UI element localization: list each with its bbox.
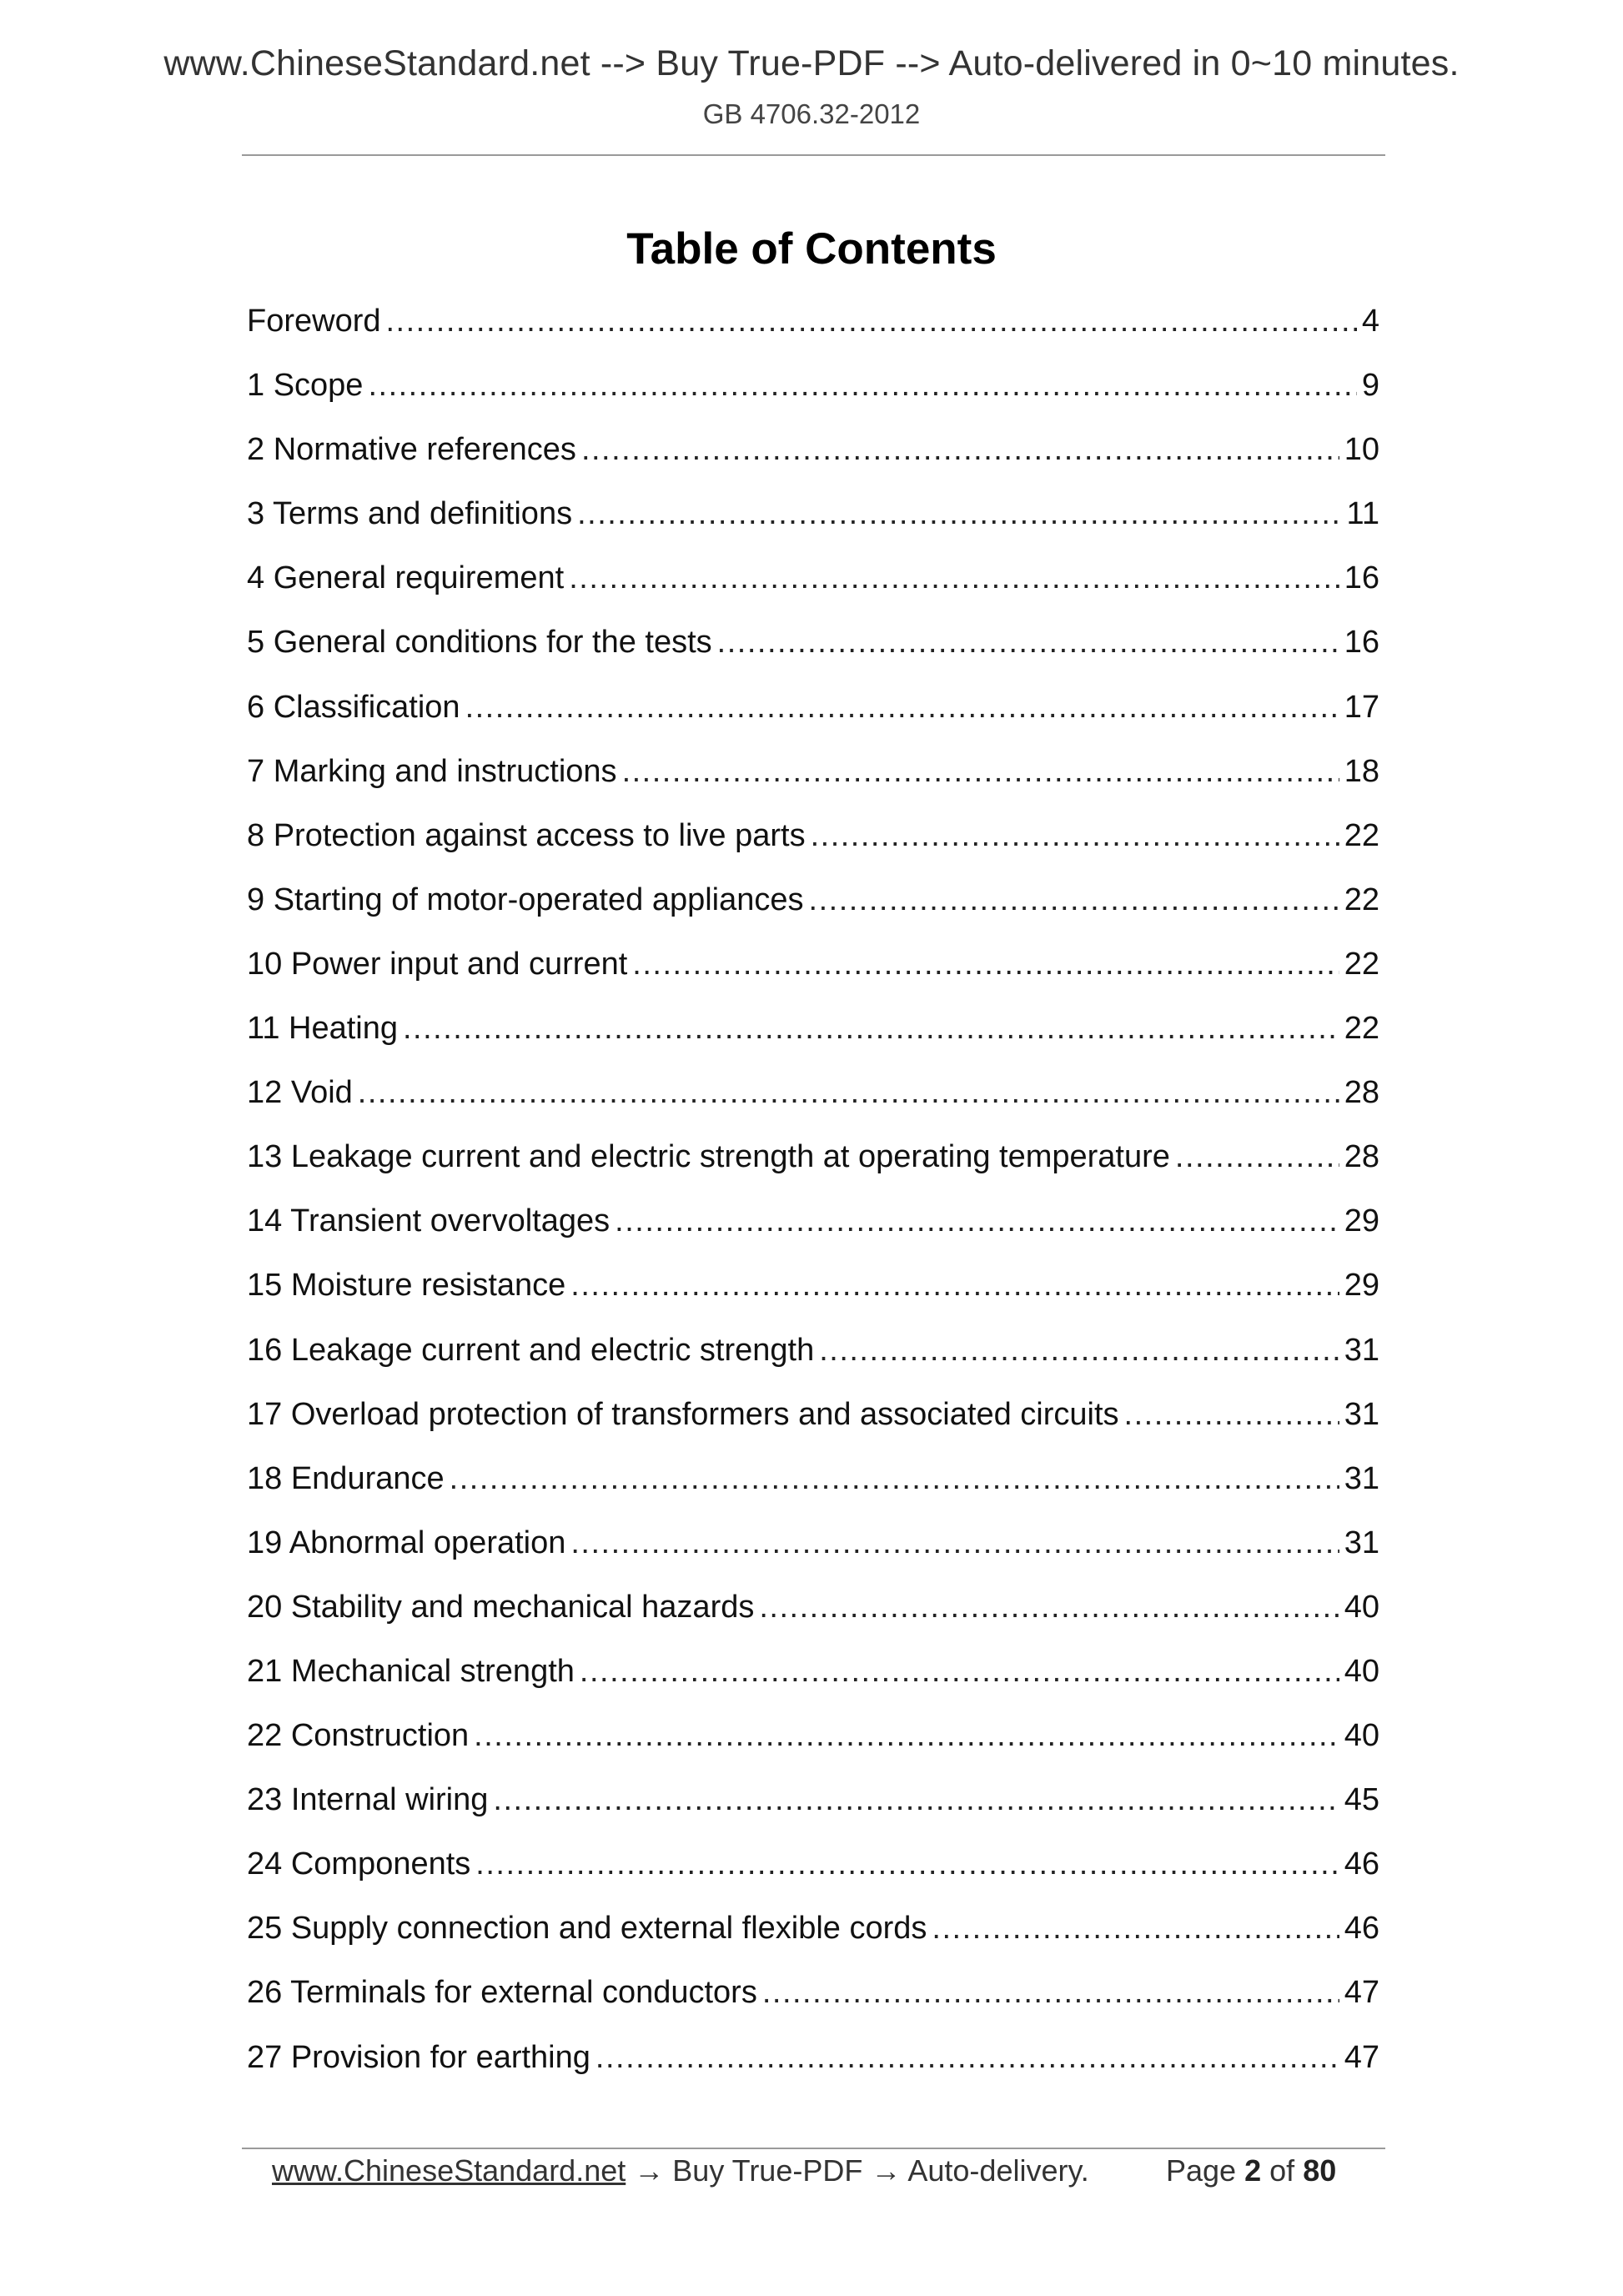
toc-entry-label: 23 Internal wiring	[247, 1782, 489, 1818]
toc-entry-page: 4	[1361, 304, 1379, 339]
toc-entry[interactable]	[247, 749, 1379, 813]
toc-entry-page: 22	[1344, 817, 1379, 853]
page-word: Page	[1166, 2153, 1237, 2188]
toc-entry[interactable]	[247, 1585, 1379, 1649]
dot-leader	[570, 1520, 1339, 1565]
toc-entry-label: 27 Provision for earthing	[247, 2039, 590, 2075]
toc-entry-label: 26 Terminals for external conductors	[247, 1975, 757, 2011]
toc-entry[interactable]	[247, 1392, 1379, 1456]
toc-entry[interactable]	[247, 2035, 1379, 2099]
header-banner: www.ChineseStandard.net --> Buy True-PDF --> Auto-delivered in 0~10 minutes.	[163, 43, 1460, 83]
toc-entry-page: 10	[1344, 432, 1379, 468]
toc-title: Table of Contents	[626, 224, 997, 274]
dot-leader	[622, 749, 1339, 794]
footer-buy-text: Buy True-PDF	[672, 2153, 863, 2188]
toc-entry-page: 40	[1344, 1589, 1379, 1625]
toc-entry[interactable]	[247, 1070, 1379, 1134]
toc-entry-page: 28	[1344, 1075, 1379, 1111]
toc-entry-label: 15 Moisture resistance	[247, 1268, 566, 1304]
toc-entry[interactable]	[247, 1328, 1379, 1392]
dot-leader	[632, 942, 1339, 987]
dot-leader	[615, 1198, 1339, 1243]
toc-entry-page: 31	[1344, 1332, 1379, 1368]
dot-leader	[819, 1328, 1339, 1373]
toc-entry-label: 2 Normative references	[247, 432, 576, 468]
toc-entry-page: 40	[1344, 1653, 1379, 1689]
toc-entry-label: 8 Protection against access to live parts	[247, 817, 806, 853]
dot-leader	[932, 1906, 1339, 1951]
right-arrow-icon: →	[871, 2153, 902, 2188]
dot-leader	[358, 1070, 1339, 1115]
dot-leader	[386, 299, 1357, 344]
toc-entry-label: 3 Terms and definitions	[247, 496, 573, 532]
toc-entry-label: 18 Endurance	[247, 1460, 445, 1496]
dot-leader	[811, 813, 1339, 858]
toc-entry[interactable]	[247, 1134, 1379, 1198]
page-of: of	[1269, 2153, 1295, 2188]
toc-entry-page: 31	[1344, 1396, 1379, 1432]
toc-entry[interactable]	[247, 813, 1379, 877]
dot-leader	[475, 1841, 1339, 1887]
toc-entry-label: 22 Construction	[247, 1718, 470, 1754]
toc-entry-page: 17	[1344, 689, 1379, 725]
toc-entry[interactable]	[247, 685, 1379, 749]
toc-entry-page: 16	[1344, 560, 1379, 596]
toc-entry[interactable]	[247, 299, 1379, 363]
toc-entry[interactable]	[247, 942, 1379, 1006]
dot-leader	[1124, 1392, 1339, 1437]
toc-entry-label: 12 Void	[247, 1075, 353, 1111]
dot-leader	[595, 2035, 1339, 2080]
toc-entry-label: 17 Overload protection of transformers and associated circuits	[247, 1396, 1119, 1432]
toc-entry-label: 21 Mechanical strength	[247, 1653, 575, 1689]
toc-entry[interactable]	[247, 1713, 1379, 1777]
toc-entry[interactable]	[247, 1777, 1379, 1841]
toc-entry[interactable]	[247, 1520, 1379, 1585]
right-arrow-icon: →	[634, 2153, 665, 2188]
dot-leader	[403, 1006, 1339, 1051]
toc-entry[interactable]	[247, 877, 1379, 942]
dot-leader	[577, 491, 1341, 536]
toc-entry-label: 13 Leakage current and electric strength at operating temperature	[247, 1139, 1170, 1175]
dot-leader	[581, 427, 1339, 472]
toc-entry-label: 11 Heating	[247, 1011, 398, 1047]
toc-entry[interactable]	[247, 1841, 1379, 1906]
toc-entry[interactable]	[247, 1263, 1379, 1327]
toc-entry-label: 16 Leakage current and electric strength	[247, 1332, 815, 1368]
toc-entry-page: 18	[1344, 753, 1379, 789]
page-total: 80	[1303, 2153, 1337, 2188]
toc-entry-label: 9 Starting of motor-operated appliances	[247, 882, 804, 917]
dot-leader	[450, 1456, 1339, 1501]
dot-leader	[1175, 1134, 1339, 1179]
dot-leader	[569, 555, 1339, 600]
toc-entry-page: 40	[1344, 1718, 1379, 1754]
toc-entry-page: 22	[1344, 1011, 1379, 1047]
footer-divider	[242, 2148, 1385, 2149]
toc-entry[interactable]	[247, 1456, 1379, 1520]
toc-entry-label: 5 General conditions for the tests	[247, 625, 712, 661]
toc-entry[interactable]	[247, 620, 1379, 684]
toc-entry-label: 20 Stability and mechanical hazards	[247, 1589, 755, 1625]
dot-leader	[474, 1713, 1339, 1758]
dot-leader	[759, 1585, 1339, 1630]
toc-entry[interactable]	[247, 1649, 1379, 1713]
toc-entry-page: 47	[1344, 2039, 1379, 2075]
toc-entry-page: 47	[1344, 1975, 1379, 2011]
toc-entry-page: 46	[1344, 1911, 1379, 1947]
footer-delivery-text: Auto-delivery.	[907, 2153, 1089, 2188]
toc-entry-label: 10 Power input and current	[247, 946, 628, 982]
toc-entry-label: 14 Transient overvoltages	[247, 1203, 611, 1239]
toc-entry-page: 22	[1344, 946, 1379, 982]
toc-entry[interactable]	[247, 1970, 1379, 2034]
toc-entry-label: 7 Marking and instructions	[247, 753, 617, 789]
toc-entry-page: 29	[1344, 1268, 1379, 1304]
toc-entry-page: 46	[1344, 1846, 1379, 1882]
toc-entry[interactable]	[247, 1006, 1379, 1070]
page-current: 2	[1244, 2153, 1262, 2188]
toc-entry-label: 6 Classification	[247, 689, 460, 725]
page-number	[1166, 2153, 1336, 2188]
toc-entry-page: 31	[1344, 1525, 1379, 1560]
document-code: GB 4706.32-2012	[702, 98, 921, 129]
toc-entry[interactable]	[247, 491, 1379, 555]
dot-leader	[570, 1263, 1339, 1308]
table-of-contents	[247, 299, 1379, 2099]
toc-entry[interactable]	[247, 363, 1379, 427]
toc-entry-label: 19 Abnormal operation	[247, 1525, 566, 1560]
toc-entry-label: 4 General requirement	[247, 560, 565, 596]
toc-entry-label: Foreword	[247, 304, 381, 339]
dot-leader	[465, 685, 1339, 730]
toc-entry-page: 45	[1344, 1782, 1379, 1818]
toc-entry[interactable]	[247, 555, 1379, 620]
toc-entry-page: 22	[1344, 882, 1379, 917]
toc-entry-label: 1 Scope	[247, 368, 364, 404]
footer-site-link[interactable]: www.ChineseStandard.net	[272, 2153, 626, 2188]
dot-leader	[717, 620, 1339, 665]
toc-entry-page: 31	[1344, 1460, 1379, 1496]
toc-entry-page: 28	[1344, 1139, 1379, 1175]
toc-entry-page: 9	[1361, 368, 1379, 404]
dot-leader	[368, 363, 1356, 408]
toc-entry-label: 24 Components	[247, 1846, 471, 1882]
toc-entry[interactable]	[247, 427, 1379, 491]
dot-leader	[809, 877, 1339, 922]
toc-entry-page: 29	[1344, 1203, 1379, 1239]
toc-entry-page: 11	[1346, 496, 1379, 532]
footer-promo	[272, 2153, 1089, 2188]
dot-leader	[762, 1970, 1339, 2015]
toc-entry[interactable]	[247, 1198, 1379, 1263]
toc-entry-label: 25 Supply connection and external flexible cords	[247, 1911, 927, 1947]
dot-leader	[580, 1649, 1339, 1694]
dot-leader	[493, 1777, 1339, 1822]
toc-entry[interactable]	[247, 1906, 1379, 1970]
toc-entry-page: 16	[1344, 625, 1379, 661]
header-divider	[242, 154, 1385, 156]
